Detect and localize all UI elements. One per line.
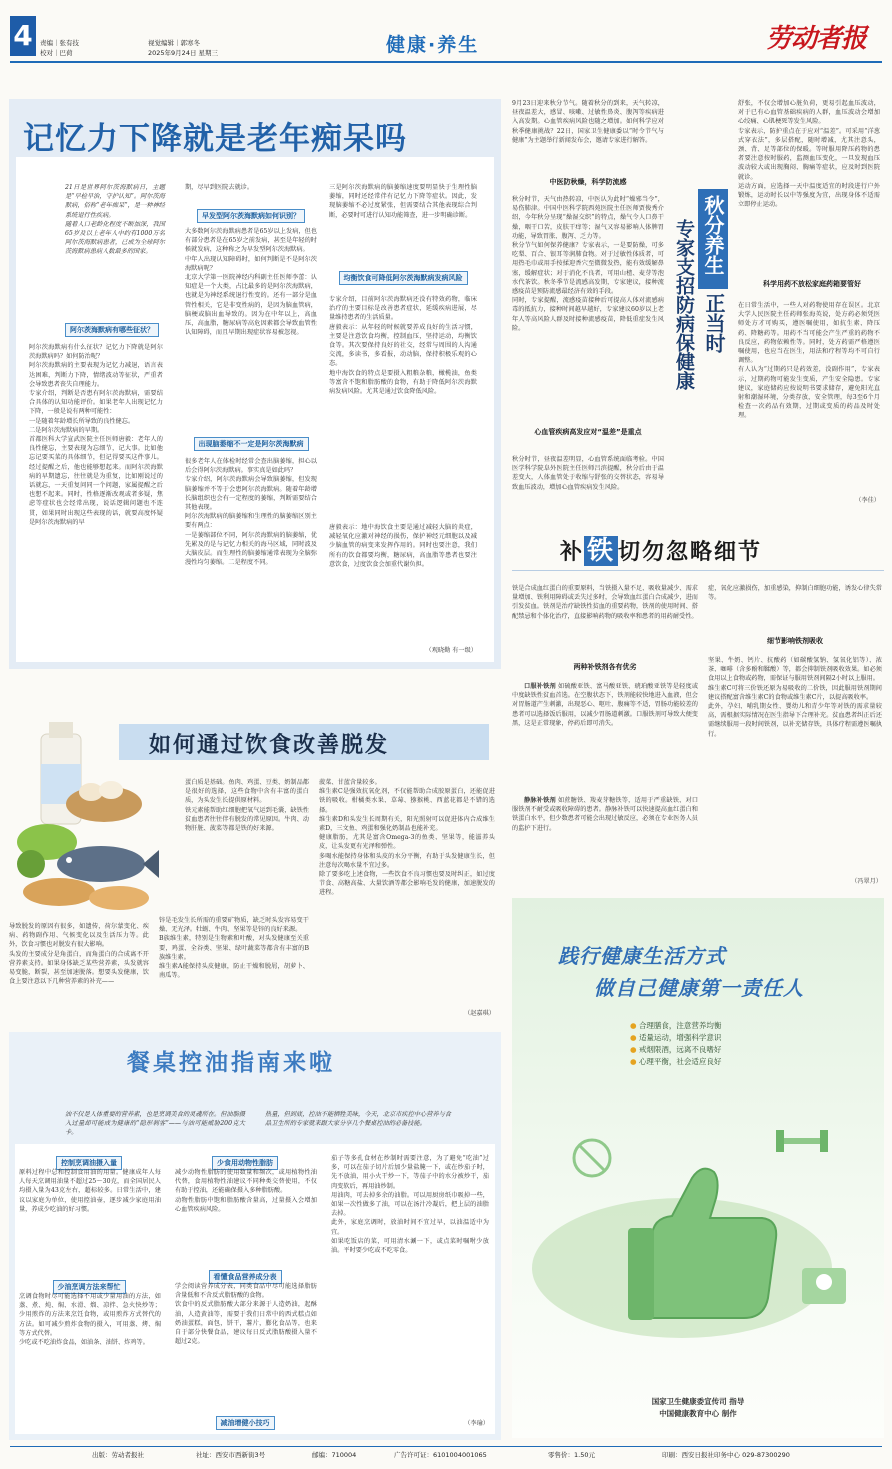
footer-postcode: 邮编：710004 [312,1451,357,1459]
iron-rule [512,570,884,571]
oil-band1: 控制烹调油摄入量 [56,1156,122,1170]
memory-sub3-box [185,431,317,451]
memory-sub2: 早发型阿尔茨海默病如何识别？ [197,209,305,223]
oil-c2b: 学会阅读营养成分表，同类食品中尽可能选择脂肪含量低和不含反式脂肪酸的食物。 饮食中的反式脂肪酸大部分来源于人造奶油，起酥油，人造黄油等，需要于我们日常中的西式糕点如奶油蛋糕，面包，饼干，薯片，膨化食品等，也来自于部分快餐食品，建议每日反式脂肪酸摄入量不超过2克。 [175,1283,317,1346]
article-iron [512,530,884,894]
memory-sub3: 出现脑萎缩不一定是阿尔茨海默病 [194,437,309,451]
diet-byline: （赵嘉琪） [464,1010,495,1017]
masthead: 劳动者报 [766,24,867,54]
article-memory [9,99,501,669]
poster-credit-2: 中国健康教育中心 制作 [659,1409,737,1418]
poster-item-4: ● 心理平衡，社会适应良好 [630,1057,722,1066]
oil-c1b: 烹调食物时尽可能选择不用或少量用油的方法，如蒸、煮、炖、焖、水滑、熘、凉拌、急火快炒等；少用煎炸的方法来烹饪食物，或用煎炸方式替代的方法。如可减少煎炸食物的摄入，可用蒸、烤、焖等方式代替。 少吃或不吃油炸食品，如油条、油饼、炸鸡等。 [19,1293,161,1347]
bullet-icon: ● [630,1021,639,1030]
health-poster [512,898,884,1438]
autumn-p1: 秋分时节，天气由热转凉，中医认为此时“燥邪当令”，易伤肺津。中国中医科学院西苑医院主任医师贾俊秀介绍，今年秋分呈现“燥湿交织”的特点，燥气令人口鼻干燥，咽干口苦，皮肤干痒等；湿气又容易影响人体脾胃功能，导致胃胀、腹泻、乏力等。 秋分节气如何保养健康？专家表示，一是要防燥，可多吃梨、百合、银耳等润肺食物。对于过敏性体质者，可用热毛巾或用手按揉迎香穴至微微发热，能有效缓解鼻塞，缓解症状；对于消化不良者，可用山楂、麦芽等泡水代茶饮。秋冬季节是流感高发期，专家建议，接种流感疫苗是预防流感最经济有效的手段。 同时，专家提醒，流感疫苗接种后可提高人体对流感病毒的抵抗力，接种时间越早越好，专家建议60岁以上老年人等高风险人群及时接种流感疫苗，降低重症发生风险。 [512,196,664,332]
autumn-title-a: 秋分养生 [701,195,725,275]
article-autumn [512,99,884,514]
issue-date: 2025年9月24日 星期三 [148,49,219,57]
bullet-icon: ● [630,1057,639,1066]
oil-c1a: 原料过程中总和控制食用油的用量。健康成年人每人每天烹调用油量不超过25～30克，而全国居民人均摄入量为43克左右，超标较多。日常生活中，建议以家庭为单位，使用控油壶，逐步减少家庭用油量，养成少吃油的好习惯。 [19,1169,161,1213]
oil-c3: 茄子等多孔食材在炒制时需要注意，为了避免“吃油”过多，可以在茄子切片后加少量盐腌一下，或在炒茄子时，先不放油，用小火干炒一下，等茄子中的水分被炒干，茄肉变软后，再用油炒制。 用油肉，可去掉多余的油脂。可以用厨房纸巾吸掉一些，如果一次性做多了油，可以在汤汁冷凝后，把上层的油脂去掉。 此外，家庭烹调时，放油时间不宜过早，以油温适中为宜。 如果吃饭店的菜，可用清水涮一下，或点菜时嘱咐少放油。平时要少吃或不吃零食。 [331,1155,489,1255]
memory-col2b: 大多数阿尔茨海默病患者是65岁以上发病，但也有部分患者是在65岁之前发病，甚至是年轻的时候就发病，这种称之为早发型阿尔茨海默病。 中年人出现认知障碍时，如何判断是不是阿尔茨海默病呢？ 北京大学第一医院神经内科副主任医师李蕾：认知症是一个大类，占比最多的是阿尔茨海默病，也就是为神经系统退行性变的。还有一部分是血管性相关，它是非变性病的，是因为脑血管病，脑梗或脑出血导致的。因为在中年以上，高血压，高血脂，糖尿病等高危因素都会导致血管性认知障碍，而且早期出现症状容易被忽视。 [185,228,317,337]
footer-publisher: 出版：劳动者报社 [92,1451,144,1459]
autumn-intro: 9月23日迎来秋分节气。随着秋分的到来，天气转凉，昼夜温差大，感冒、咳嗽、过敏性鼻炎、腹泻等疾病进入高发期。心血管疾病风险也随之增加。如何科学应对秋季健康挑战？22日，国家卫生健康委以“时令节气与健康”为主题举行新闻发布会，邀请专家进行解答。 [512,100,664,144]
autumn-col2b: 在日常生活中，一些人对药物使用存在误区。北京大学人民医院主任药师张海英说，处方药必须凭医师处方才可购买，遵医嘱使用，如抗生素、降压药、降糖药等。用药不当可能会产生严重的药物不良反应，药物依赖性等。同时，处方药需严格遵医嘱使用，也应当在医生，用法和疗程等均不可自行调整。 有人认为“过期药只是药效差，没副作用”，专家表示，过期药物可能发生变质，产生安全隐患。专家建议，家庭储药应按说明书要求储存，避免阳光直射和潮湿环境，分类存放，安全管理，每3至6个月检查一次药品有效期，过期或变质的药品及时处理。 [738,302,880,420]
iron-p1-block [512,682,698,794]
visual-info [148,38,218,58]
oil-band2-box [19,1274,159,1294]
oil-band2: 少油烹调方法来帮忙 [53,1280,126,1294]
dumbbell-icon [776,1130,828,1152]
oil-band5-box [175,1410,315,1430]
fish-icon [57,846,159,882]
autumn-title-b: 专家支招防病保健康 [673,219,695,390]
footer-printer: 印刷：西安日报社印务中心 029-87300290 [662,1451,790,1459]
iron-title [560,530,762,567]
oil-band5: 减油增健小技巧 [216,1416,275,1430]
poster-item-3: ● 戒烟限酒，远离不良嗜好 [630,1045,722,1054]
article-diet [9,684,501,1028]
poster-item-1: ● 合理膳食，注意营养均衡 [630,1021,722,1030]
autumn-byline: （李佳） [855,497,880,504]
bread-icon [23,878,149,910]
iron-title-pre: 补 [560,540,585,565]
iron-col2a: 症，氧化应激损伤，加重感染，抑制白细胞功能，诱发心律失常等。 [708,585,882,602]
page-number-box [10,16,36,56]
iron-sub2: 细节影响铁剂吸收 [767,637,823,645]
oil-band3: 少食用动物性脂肪 [212,1156,278,1170]
oil-band1-box [19,1150,159,1170]
section-title: 健康·养生 [386,34,480,56]
memory-col2a: 期，尽早到医院去就诊。 [185,184,254,191]
oil-band4: 看懂食品营养成分表 [209,1270,282,1284]
diet-col3: 菠菜、甘蓝含量较多。 维生素C是强效抗氧化剂，不仅能帮助合成胶原蛋白，还能促进铁的吸收。柑橘类水果、草莓、猕猴桃、西蓝花都是不错的选择。 维生素D和头发生长周期有关，阳光照射可以促进体内合成维生素D，三文鱼、鸡蛋和强化奶制品也能补充。 健康脂肪，尤其是富含Omega-3的鱼类、坚果等，能滋养头皮，让头发更有光泽和弹性。 多喝水能保持身体和头皮的水分平衡，有助于头发健康生长，但注意每次喝水量不宜过多。 除了要多吃上述食物，一些饮食不良习惯也要及时纠正，如过度节食、高糖高盐、大量饮酒等都会影响毛发的健康，加速脱发的进程。 [319,779,495,897]
bullet-icon: ● [630,1033,639,1042]
no-smoking-icon [574,1140,610,1176]
diet-illustration [9,714,159,934]
diet-col1: 导致脱发的原因有很多，如遗传，荷尔蒙变化、疾病、药物副作用、气候变化以及生活压力等。此外，饮食习惯也对脱发有很大影响。 头发的主要成分是角蛋白，而角蛋白的合成离不开营养素支持。如果身体缺乏某些营养素，头发就容易变脆，断裂，甚至加速脱落。想要头发健康，饮食上要注意以下几种营养素的补充—— [9,923,149,986]
diet-title: 如何通过饮食改善脱发 [149,733,390,758]
iron-p2-lead: 静脉补铁剂 [524,797,556,804]
autumn-sub1: 中医防秋燥，科学防流感 [549,178,627,186]
footer-price: 零售价：1.50元 [548,1451,595,1459]
poster-title-2: 做自己健康第一责任人 [594,976,804,1000]
header-rule [10,61,882,63]
editor-label: 责编｜张有技 [40,39,79,47]
oil-title: 餐桌控油指南来啦 [127,1050,335,1076]
iron-intro: 铁是合成血红蛋白的重要原料，当铁摄入量不足、吸收量减少、需求量增加、铁利用障碍或丢失过多时，会导致血红蛋白合成减少，进而引发贫血。铁剂是治疗缺铁性贫血的重要药物，铁剂的使用时间、搭配禁忌和个体化治疗，直接影响药物的吸收率和患者的用药耐受性。 [512,585,698,620]
footer-address: 社址：西安市西新街3号 [196,1451,266,1459]
poster-title-1: 践行健康生活方式 [558,944,726,968]
thumbs-up-icon [532,1169,832,1338]
oil-band3-box [175,1150,315,1170]
autumn-title-block [672,189,736,469]
poster-list [630,1020,721,1068]
oil-intro-a: 油不仅是人体重要的营养素，也是烹调美食的灵魂所在。但油脂摄入过量却可能成为健康的“隐形刺客”——与油可能威胁200克大卡。 [65,1111,245,1137]
memory-sub4-box [329,265,477,285]
memory-col2c: 很多老年人在体检时经常会查出脑萎缩，担心以后会得阿尔茨海默病。事实真是如此吗？ 专家介绍，阿尔茨海默病会导致脑萎缩，但发现脑萎缩并不等于会患阿尔茨海默病。随着年龄增长脑组织也会有一定程度的萎缩，判断需要结合其他表现。 阿尔茨海默病的脑萎缩和生理性的脑萎缩区别主要有两点： 一是萎缩部位不同，阿尔茨海默病的脑萎缩，优先累及的是与记忆力相关的海马区域，同时波及大脑皮层。而生理性的脑萎缩通常表现为全脑弥漫性均匀萎缩。二是程度不同。 [185,458,317,567]
autumn-col2a: 舒张，不仅会增加心脏负荷，更易引起血压波动，对于已有心血管基础疾病的人群，血压波动会增加心绞痛、心肌梗死等发生风险。 专家表示，防护重点在于应对“温差”。可采用“洋葱式穿衣法”，多层搭配，随时增减，尤其注意头，颈、背、足等部位的保暖。等时服用降压药物的患者要注意按时服药，监测血压变化，一旦发现血压波动较大或出现胸闷、胸痛等症状，应及时到医院就诊。 运动方面，应选择一天中温度适宜的时段进行户外锻炼，运动时长以中等强度为宜，出现身体不适需立即停止运动。 [738,100,880,209]
poster-credit-1: 国家卫生健康委宣传司 指导 [651,1397,745,1406]
footer-ad-license: 广告许可证：6101004001065 [394,1451,487,1459]
editor-info [40,38,79,58]
autumn-sub3: 科学用药不放松家庭药箱要管好 [763,280,861,288]
page-number: 4 [13,19,33,52]
oil-intro-b: 热量，但到底，控油不能牺牲美味，今天，北京市疾控中心营养与食品卫生所的专家就来跟大家分享几个餐桌控油的必备技能。 [265,1111,451,1128]
memory-col3a: 三是阿尔茨海默病的脑萎缩速度要明显快于生理性脑萎缩，同时还经常伴有记忆力下降等症状。因此，发现脑萎缩不必过度紧张，但需要结合其他表现综合判断，必要时可进行认知功能筛查，进一步明确诊断。 [329,184,477,219]
iron-p1: 如硫酸亚铁、富马酸亚铁、琥珀酸亚铁等是轻度或中度缺铁性贫血首选。在空腹状态下，铁剂能较快地进入血液，但会对胃肠道产生刺激，出现恶心、呕吐、腹痛等不适，胃肠功能较差的患者可以选择饭后服用，以减少胃肠道刺激。口服铁剂可导致大便变黑，这是正常现象，停药后即可消失。 [512,683,698,727]
memory-col3c: 唐毅表示：地中海饮食主要是通过减轻大脑的炎症，减轻氧化应激对神经的损伤，保护神经元细胞以及减少脑血管的病变来发挥作用的。同时也要注意，我们所有的饮食都要均衡，糖尿病，高血脂等患者也要注意饮食，过度饮食会加重代谢负担。 [329,524,477,568]
iron-byline: （冯翠月） [851,878,882,885]
iron-p1-lead: 口服补铁剂 [524,683,556,690]
proof-label: 校对｜巴荷 [40,49,73,57]
memory-sub2-box [185,203,317,223]
iron-p2: 如蔗糖铁、羧麦芽糖铁等，适用于严重缺铁、对口服铁剂不耐受或吸收障碍的患者。静脉补铁可以快速提高血红蛋白和铁蛋白水平，但少数患者可能会出现过敏反应，必须在专业医务人员的监护下进行。 [512,797,698,832]
oil-byline: （李瑜） [464,1420,489,1427]
memory-byline: （观晓勤 有一级） [425,647,477,654]
iron-col2b: 坚果、牛奶、钙片、抗酸药（如碳酸氢钠、氢氧化铝等）、浓茶、咖啡（含多酚和鞣酸）等，都会抑制铁剂吸收效果。如必须食用以上食物或药物，需保证与服用铁剂间隔2小时以上服用。 维生素C可将三价铁还原为易吸收的二价铁，因此服用铁剂期间建议搭配富含维生素C的食物或维生素C片，以提高吸收率。 此外，孕妇、哺乳期女性、婴幼儿和青少年等对铁的需求量较高，需根据实际情况在医生指导下合理补充。贫血患者纠正后还需继续服用一段时间铁剂，以补充储存铁，具体疗程需遵医嘱执行。 [708,657,882,738]
diet-col2a: 蛋白质是基础。鱼肉、鸡蛋、豆类、奶制品都是很好的选择，这些食物中含有丰富的蛋白质，为头发生长提供原材料。 铁元素能帮助红细胞把氧气运到毛囊，缺铁性贫血患者往往伴有脱发的常见原因。牛肉、动物肝脏、菠菜等都是铁的好来源。 [185,779,309,833]
memory-intro: 21日是世界阿尔茨海默病日，主题是“早检早治，守护认知”。阿尔茨海默病，俗称“老年痴呆”，是一种神经系统退行性疾病。 随着人口老龄化程度不断加深，我国65岁及以上老年人中约有1000万名阿尔茨海默病患者，已成为全球阿尔茨海默病患病人数最多的国家。 [65,184,165,256]
iron-title-key: 铁 [584,536,618,566]
memory-sub1-box [61,317,163,337]
scale-icon [802,1268,846,1304]
page-header [0,0,892,66]
memory-sub4: 均衡饮食可降低阿尔茨海默病发病风险 [339,271,468,285]
iron-title-post: 切勿忽略细节 [618,540,763,565]
poster-illustration [532,1068,862,1368]
memory-title: 记忆力下降就是老年痴呆吗 [23,121,407,157]
memory-sub1: 阿尔茨海默病有哪些征状？ [65,323,159,337]
article-oil [9,1032,501,1440]
diet-col2b: 锌是毛发生长所需的重要矿物质，缺乏时头发容易变干燥、无光泽。牡蛎、牛肉、坚果等是锌的良好来源。 B族维生素，特别是生物素和叶酸，对头发健康至关重要，鸡蛋、全谷类、坚果、绿叶蔬菜等都含有丰富的B族维生素。 维生素A能保持头皮健康，防止干燥和脱屑，胡萝卜、南瓜等。 [159,917,309,980]
visual-editor: 视觉编辑｜郭寒冬 [148,39,200,47]
iron-sub1: 两种补铁剂各有优劣 [573,663,637,671]
autumn-title-c: 正当时 [702,293,726,353]
memory-col1: 阿尔茨海默病有什么征状？记忆力下降就是阿尔茨海默病吗？如何防治呢？ 阿尔茨海默病的主要表现为记忆力减退，语言表达困难，判断力下降，情绪波动等征状，严重者会导致患者丧失自理能力。 专家介绍，判断是否患有阿尔茨海默病，需要结合具体的认知功能评价。如果老年人出现记忆力下降，一般是说有两种可能性： 一是随着年龄增长所导致的良性健忘。 二是阿尔茨海默病的早期。 首都医科大学宣武医院主任医师唐毅：老年人的良性健忘，主要表现为忘细节，记大事。比如他忘记要买菜的具体细节，但记得要买这件事儿。经过提醒之后，他也能够想起来。而阿尔茨海默病的早期遗忘，往往就是为重复，比如刚说过的话就忘，一天重复问同一个问题，家属提醒之后也想不起来。同时，性格逐渐改观或者多疑，焦虑等症状也会经常出现，说话逻辑问题也不连贯，如果同时出现这些表现的话，就要高度怀疑是阿尔茨海默病的早 [29,344,163,526]
memory-col3b: 专家介绍，目前阿尔茨海默病还没有特效药物，临床治疗的主要目标是改善患者症状，延缓疾病进展，尽量维持患者的生活质量。 唐毅表示：从年轻的时候就要养成良好的生活习惯，主要是注意饮食均衡，控制血压，坚持运动，均衡饮食等。其次要保持良好的社交，经常与周围的人沟通交流，多读书，多看报，动动脑，保持积极乐观的心态。 地中海饮食的特点是要摄入粗粮杂粮，橄榄油，鱼类等富含不饱和脂肪酸的食物，有助于降低阿尔茨海默病发病风险。尤其是通过饮食降低风险。 [329,296,477,396]
poster-credits [512,1396,884,1420]
autumn-p2: 秋分时节，昼夜温差明显，心血管系统面临考验。中国医学科学院阜外医院主任医师吕滨提醒，秋分后由于温差变大，人体血管处于收缩与舒张的交替状态，容易导致血压波动，增加心血管疾病发生风险。 [512,456,664,491]
autumn-sub2: 心血管疾病高发应对“温差”是重点 [534,428,642,436]
poster-item-2: ● 适量运动，增强科学意识 [630,1033,722,1042]
page-footer [10,1446,882,1464]
iron-p2-block [512,796,698,892]
oil-band4-box [175,1264,315,1284]
oil-c2a: 减少动物性脂肪的使用数量和频次，或用植物性油代替，食用植物性油建议不同种类交替使用，不仅有助于控油，还能确保摄入多种脂肪酸。 动物性脂肪中饱和脂肪酸含量高，过量摄入会增加心血管疾病风险。 [175,1169,317,1213]
bullet-icon: ● [630,1045,639,1054]
autumn-title-a-box [698,189,728,289]
